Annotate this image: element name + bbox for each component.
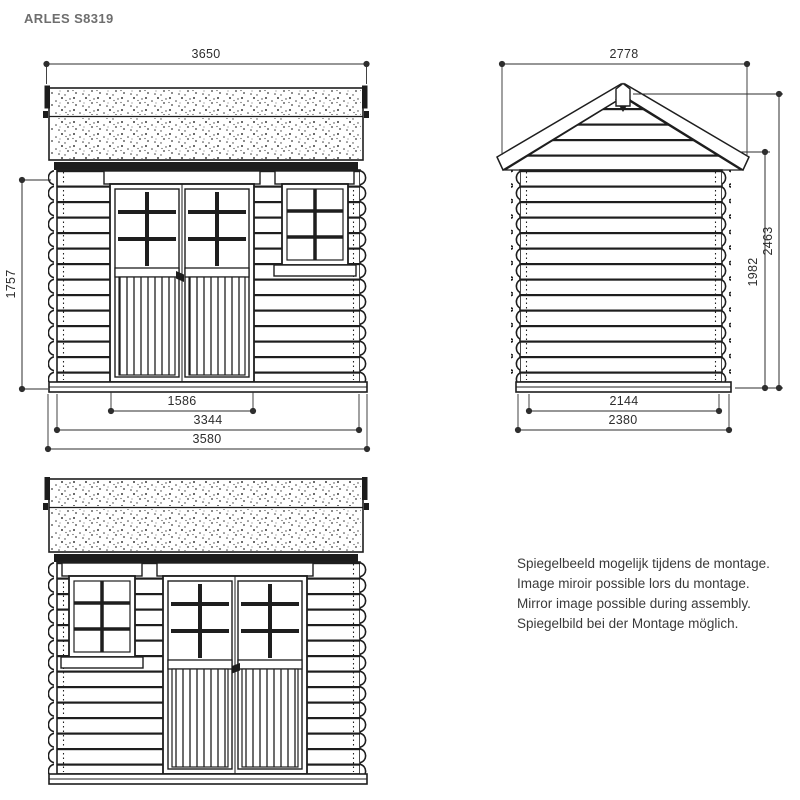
- dim-side-ridge-height: 2463: [761, 226, 775, 256]
- mirror-log-ends-left: [48, 562, 57, 774]
- front-door-left-slats: [119, 277, 175, 375]
- front-log-ends-left: [48, 170, 57, 382]
- note-line-french: Image miroir possible lors du montage.: [517, 576, 750, 591]
- dim-side-roof-width: 2778: [609, 47, 639, 61]
- mirror-roof-shadow-bar: [54, 554, 358, 562]
- mirror-window-header: [62, 563, 142, 576]
- front-door-right-midrail: [185, 268, 249, 277]
- front-roof-felt-top: [51, 90, 361, 115]
- front-roof-nub-left: [43, 111, 48, 118]
- side-view: [497, 47, 783, 433]
- dim-side-total-depth: 2380: [608, 413, 638, 427]
- dim-side-eave-height: 1982: [746, 257, 760, 287]
- dim-front-wall-height: 1757: [4, 269, 18, 299]
- mirror-door-left-slats: [172, 669, 228, 767]
- front-door-left-midrail: [115, 268, 179, 277]
- dim-front-roof-width: 3650: [191, 47, 221, 61]
- dim-front-door-width: 1586: [167, 394, 197, 408]
- side-ridge-beam: [616, 84, 630, 107]
- side-log-ends-right: [722, 170, 731, 382]
- note-line-english: Mirror image possible during assembly.: [517, 596, 751, 611]
- mirror-door-right-slats: [242, 669, 298, 767]
- front-roof-shadow-bar: [54, 162, 358, 170]
- mirror-door-header: [157, 563, 313, 576]
- note-line-german: Spiegelbild bei der Montage möglich.: [517, 616, 739, 631]
- mirror-roof-felt-bottom: [51, 509, 361, 551]
- front-door-header: [104, 171, 260, 184]
- side-log-ends-left: [511, 170, 520, 382]
- assembly-note: [517, 554, 770, 634]
- note-line-dutch: Spiegelbeeld mogelijk tijdens de montage.: [517, 556, 770, 571]
- mirror-door-right-midrail: [238, 660, 302, 669]
- front-roof-trim-left: [45, 86, 51, 109]
- front-door-right-slats: [189, 277, 245, 375]
- dim-front-total-width: 3580: [192, 432, 222, 446]
- mirror-roof-nub-right: [364, 503, 369, 510]
- mirror-roof-trim-left: [45, 477, 51, 500]
- side-wall-logs: [520, 170, 722, 382]
- front-window-sill: [274, 265, 356, 276]
- front-view-mirrored: [43, 477, 369, 784]
- mirror-log-ends-right: [360, 562, 369, 774]
- mirror-window-sill: [61, 657, 143, 668]
- front-roof-nub-right: [364, 111, 369, 118]
- mirror-roof-nub-left: [43, 503, 48, 510]
- dim-front-wall-width: 3344: [193, 413, 223, 427]
- front-view: [4, 47, 370, 452]
- mirror-roof-trim-right: [362, 477, 368, 500]
- mirror-door-left-midrail: [168, 660, 232, 669]
- front-roof-trim-right: [362, 86, 368, 109]
- dim-side-wall-depth: 2144: [609, 394, 639, 408]
- front-log-ends-right: [360, 170, 369, 382]
- front-window-header: [275, 171, 354, 184]
- mirror-roof-felt-top: [51, 481, 361, 506]
- drawing-title: ARLES S8319: [24, 11, 114, 26]
- front-roof-felt-bottom: [51, 118, 361, 159]
